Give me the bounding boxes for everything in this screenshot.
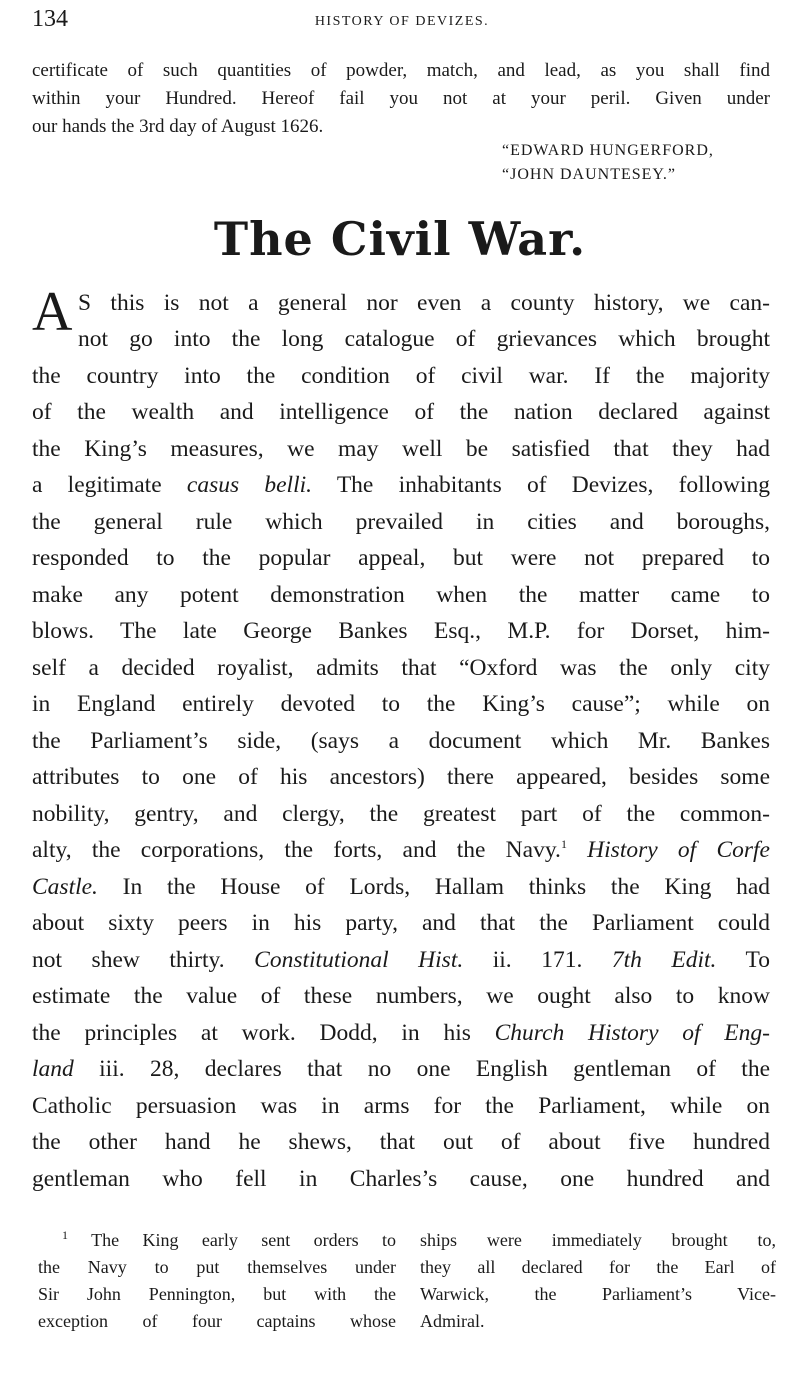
body-line: the other hand he shews, that out of about five hundred	[32, 1129, 770, 1155]
body-line: not go into the long catalogue of grievances which brought	[78, 326, 770, 352]
running-head: HISTORY OF DEVIZES.	[314, 14, 490, 29]
footnote-line: ships were immediately brought to,	[420, 1230, 776, 1250]
footnote-line: Warwick, the Parliament’s Vice-	[420, 1284, 776, 1304]
letter-line: our hands the 3rd day of August 1626.	[32, 116, 324, 137]
body-line: the country into the condition of civil war. If the majority	[32, 363, 770, 389]
body-line	[32, 472, 770, 499]
italic-phrase: History of Corfe	[566, 837, 770, 863]
body-line: Catholic persuasion was in arms for the Parliament, while on	[32, 1093, 770, 1119]
italic-phrase: land	[32, 1056, 74, 1082]
text-run: The King early sent orders to	[68, 1230, 396, 1250]
body-line	[32, 837, 770, 864]
body-line: self a decided royalist, admits that “Oxford was the only city	[32, 655, 770, 681]
body-line: gentleman who fell in Charles’s cause, one hundred and	[32, 1166, 770, 1192]
footnote-left-column	[38, 1230, 396, 1338]
body-line: about sixty peers in his party, and that the Parliament could	[32, 910, 770, 936]
text-run: a legitimate	[32, 472, 187, 498]
text-run: iii. 28, declares that no one English gentleman of the	[73, 1056, 770, 1082]
drop-cap: A	[32, 281, 73, 343]
letter-line: certificate of such quantities of powder, match, and lead, as you shall find	[32, 60, 770, 81]
body-line: the King’s measures, we may well be satisfied that they had	[32, 436, 770, 462]
text-run: not shew thirty.	[32, 947, 255, 973]
footnote-right-column	[420, 1230, 776, 1338]
italic-phrase: Church History of Eng-	[494, 1020, 770, 1046]
text-run: alty, the corporations, the forts, and the Navy.	[32, 837, 561, 863]
body-line: S this is not a general nor even a county history, we can-	[78, 290, 770, 316]
footnote-line: the Navy to put themselves under	[38, 1257, 396, 1277]
section-title: The Civil War.	[213, 212, 587, 266]
body-line	[32, 874, 770, 901]
footnote-ref[interactable]: 1	[560, 837, 567, 852]
text-run: To	[716, 947, 770, 973]
body-line: responded to the popular appeal, but were not prepared to	[32, 545, 770, 571]
footnote-marker: 1	[62, 1228, 68, 1242]
text-run: The inhabitants of Devizes, following	[312, 472, 770, 498]
body-line: blows. The late George Bankes Esq., M.P. for Dorset, him-	[32, 618, 770, 644]
text-run: In the House of Lords, Hallam thinks the King had	[97, 874, 770, 900]
italic-phrase: 7th Edit.	[611, 947, 717, 973]
footnote-line: Sir John Pennington, but with the	[38, 1284, 396, 1304]
italic-phrase: Constitutional Hist.	[254, 947, 464, 973]
letter-line: within your Hundred. Hereof fail you not at your peril. Given under	[32, 88, 770, 109]
text-run: the principles at work. Dodd, in his	[32, 1020, 495, 1046]
body-line: attributes to one of his ancestors) there appeared, besides some	[32, 764, 770, 790]
footnote-line: they all declared for the Earl of	[420, 1257, 776, 1277]
italic-phrase: Castle.	[32, 874, 98, 900]
body-line: the Parliament’s side, (says a document which Mr. Bankes	[32, 728, 770, 754]
page-number: 134	[32, 6, 68, 32]
text-run: ii. 171.	[463, 947, 612, 973]
body-line: of the wealth and intelligence of the nation declared against	[32, 399, 770, 425]
body-line: the general rule which prevailed in cities and boroughs,	[32, 509, 770, 535]
signature-hungerford: “EDWARD HUNGERFORD,	[502, 142, 714, 159]
footnote-line	[38, 1230, 396, 1257]
body-line	[32, 1056, 770, 1083]
body-line	[32, 947, 770, 974]
footnote-line: exception of four captains whose	[38, 1311, 396, 1331]
body-line: estimate the value of these numbers, we ought also to know	[32, 983, 770, 1009]
footnote-line: Admiral.	[420, 1311, 485, 1331]
body-line: nobility, gentry, and clergy, the greatest part of the common-	[32, 801, 770, 827]
body-line	[32, 1020, 770, 1047]
page-header	[32, 6, 772, 36]
italic-phrase: casus belli.	[186, 472, 312, 498]
signature-dauntesey: “JOHN DAUNTESEY.”	[502, 166, 677, 183]
body-line: make any potent demonstration when the matter came to	[32, 582, 770, 608]
body-line: in England entirely devoted to the King’s cause”; while on	[32, 691, 770, 717]
